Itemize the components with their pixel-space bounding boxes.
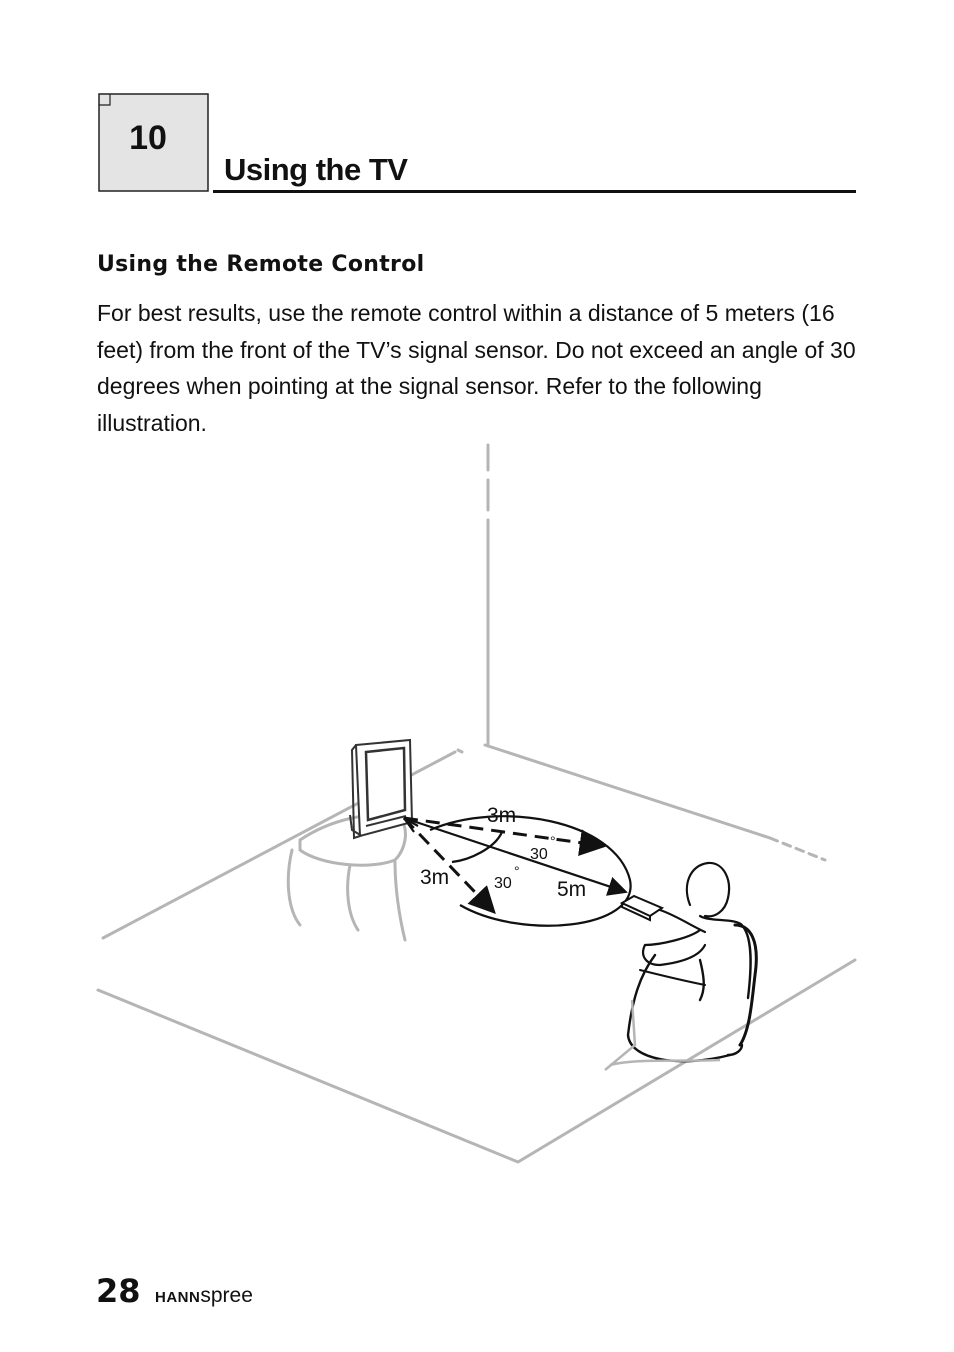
tv-icon <box>350 740 412 838</box>
top-distance-label: 3m <box>487 804 517 827</box>
armchair-shadow <box>605 1000 720 1070</box>
section-heading: Using the Remote Control <box>97 252 425 277</box>
chapter-number: 10 <box>129 119 167 157</box>
brand-regular: spree <box>200 1284 253 1307</box>
brand-logo <box>155 1284 253 1308</box>
range-arcs <box>430 816 631 926</box>
lower-degree-symbol: ° <box>514 863 520 879</box>
upper-degree-symbol: ° <box>550 833 556 849</box>
center-distance-label: 5m <box>557 878 587 901</box>
chapter-title: Using the TV <box>224 152 408 187</box>
title-rule <box>213 190 856 193</box>
left-distance-label: 3m <box>420 866 450 889</box>
room-outline <box>98 445 855 1162</box>
remote-control-icon <box>622 896 662 920</box>
brand-bold: HANN <box>155 1289 201 1306</box>
body-paragraph: For best results, use the remote control within a distance of 5 meters (16 feet) from the front of the TV’s signal sensor. Do not exceed an angle of 30 degrees when pointing at the signal sensor. Refer to the following illustration. <box>97 300 856 436</box>
remote-range-illustration <box>90 440 870 1180</box>
upper-angle-label: 30 <box>530 846 548 863</box>
viewer-figure <box>643 863 742 965</box>
page-number: 28 <box>96 1272 141 1310</box>
chapter-tab <box>98 93 208 191</box>
lower-angle-label: 30 <box>494 875 512 892</box>
tv-stand <box>288 815 405 940</box>
